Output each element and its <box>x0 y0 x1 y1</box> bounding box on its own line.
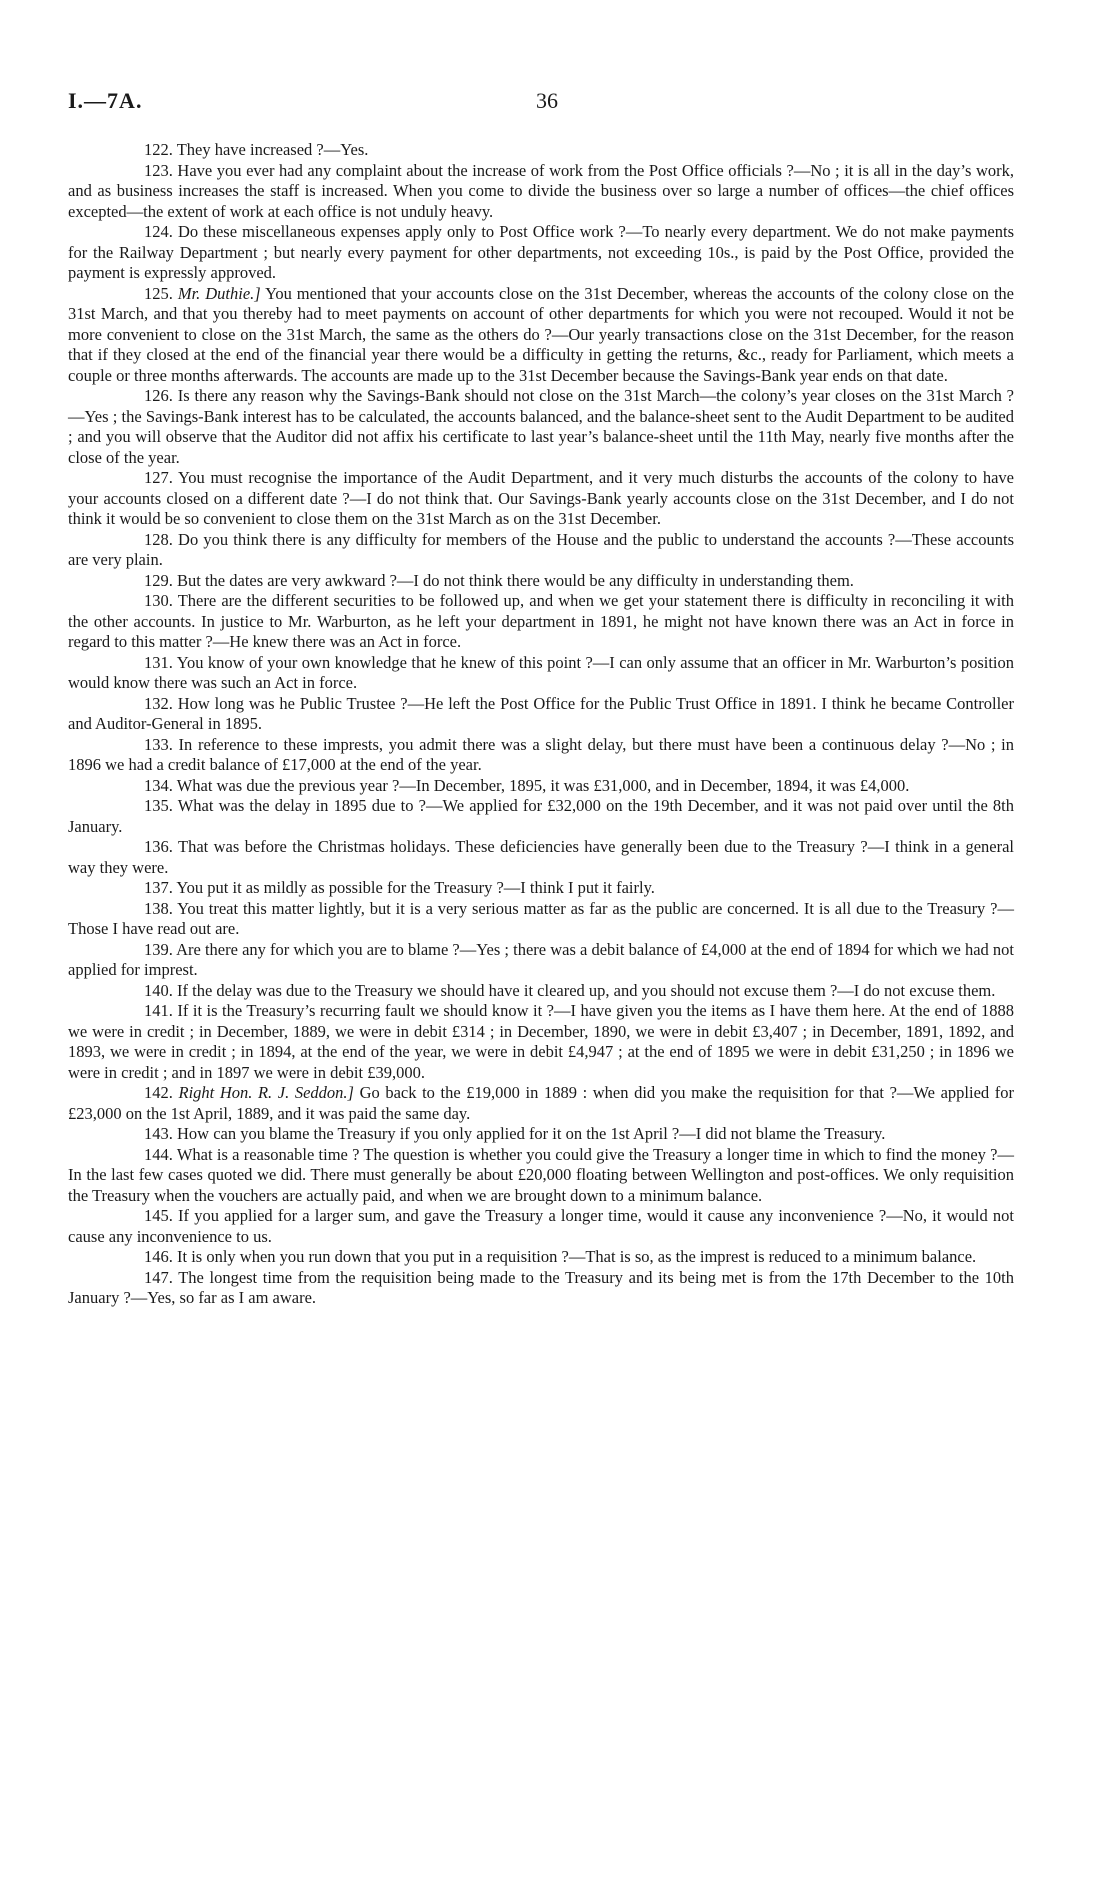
qa-text: Have you ever had any complaint about the increase of work from the Post Office officials ?—No ; it is all in the day’s work, and as business increases the staff is increased. When you come to divide the business over so large a number of offices—the chief offices excepted—the extent of work at each office is not unduly heavy. <box>68 160 1014 221</box>
qa-paragraph <box>68 530 1014 571</box>
qa-paragraph <box>68 899 1014 940</box>
qa-paragraph <box>68 161 1014 223</box>
qa-paragraph <box>68 694 1014 735</box>
question-number: 135. <box>144 796 173 815</box>
qa-text: There are the different securities to be followed up, and when we get your statement there is difficulty in reconciling it with the other accounts. In justice to Mr. Warburton, as he left your department in 1891, he might not have known there was an Act in force in regard to this matter ?—He knew there was an Act in force. <box>68 591 1014 651</box>
qa-paragraph <box>68 591 1014 653</box>
page-number: 36 <box>536 88 558 113</box>
qa-text: If it is the Treasury’s recurring fault we should know it ?—I have given you the items as I have them here. At the end of 1888 we were in credit ; in December, 1889, we were in debit £314 ; in December, 1890, we were in debit £3,407 ; in December, 1891, 1892, and 1893, we were in credit ; in 1894, at the end of the year, we were in debit £4,947 ; at the end of 1895 we were in debit £31,250 ; in 1896 we were in credit ; and in 1897 we were in debit £39,000. <box>68 1001 1015 1082</box>
question-number: 124. <box>144 222 173 241</box>
question-number: 143. <box>144 1124 173 1143</box>
document-reference: I.—7A. <box>68 88 143 113</box>
question-number: 136. <box>144 837 173 856</box>
qa-text: What was due the previous year ?—In December, 1895, it was £31,000, and in December, 1894, it was £4,000. <box>176 775 910 795</box>
qa-paragraph <box>68 284 1014 387</box>
qa-text: If you applied for a larger sum, and gave the Treasury a longer time, would it cause any inconvenience ?—No, it would not cause any inconvenience to us. <box>68 1206 1014 1246</box>
question-number: 130. <box>144 591 173 610</box>
qa-text: How can you blame the Treasury if you only applied for it on the 1st April ?—I did not blame the Treasury. <box>177 1124 886 1143</box>
qa-text: What is a reasonable time ? The question is whether you could give the Treasury a longer time in which to find the money ?—In the last few cases quoted we did. There must generally be about £20,000 floating between Wellington and post-offices. We only requisition the Treasury when the vouchers are actually paid, and when we are brought down to a minimum balance. <box>68 1144 1015 1205</box>
qa-paragraph <box>68 1247 1014 1268</box>
question-number: 145. <box>144 1206 173 1225</box>
qa-text: Do you think there is any difficulty for members of the House and the public to understand the accounts ?—These accounts are very plain. <box>68 529 1015 569</box>
qa-paragraph <box>68 1268 1014 1309</box>
qa-text: You treat this matter lightly, but it is a very serious matter as far as the public are concerned. It is all due to the Treasury ?—Those I have read out are. <box>68 898 1015 938</box>
speaker-name: Right Hon. R. J. Seddon.] <box>178 1083 354 1102</box>
qa-text: They have increased ?—Yes. <box>176 140 369 159</box>
qa-text: You put it as mildly as possible for the Treasury ?—I think I put it fairly. <box>176 878 655 897</box>
qa-text: The longest time from the requisition being made to the Treasury and its being met is from the 17th December to the 10th January ?—Yes, so far as I am aware. <box>68 1267 1014 1307</box>
question-number: 122. <box>144 140 173 159</box>
qa-text: Is there any reason why the Savings-Bank should not close on the 31st March—the colony’s year closes on the 31st March ?—Yes ; the Savings-Bank interest has to be calculated, the accounts balanced, and the balance-sheet sent to the Audit Department to be audited ; and you will observe that the Auditor did not affix his certificate to last year’s balance-sheet until the 11th May, nearly five months after the close of the year. <box>68 386 1015 467</box>
qa-paragraph <box>68 571 1014 592</box>
qa-text: But the dates are very awkward ?—I do not think there would be any difficulty in understanding them. <box>177 570 854 590</box>
qa-paragraph <box>68 981 1014 1002</box>
qa-paragraph <box>68 1145 1014 1207</box>
qa-text: How long was he Public Trustee ?—He left the Post Office for the Public Trust Office in 1891. I think he became Controller and Auditor-General in 1895. <box>68 693 1014 733</box>
qa-text: You must recognise the importance of the Audit Department, and it very much disturbs the accounts of the colony to have your accounts closed on a different date ?—I do not think that. Our Savings-Bank yearly accounts close on the 31st December, and I do not think it would be so convenient to close them on the 31st March as on the 31st December. <box>68 468 1014 528</box>
qa-paragraph <box>68 140 1014 161</box>
speaker-name: Mr. Duthie.] <box>177 283 261 303</box>
qa-paragraph <box>68 735 1014 776</box>
qa-text: What was the delay in 1895 due to ?—We applied for £32,000 on the 19th December, and it was not paid over until the 8th January. <box>68 796 1015 836</box>
qa-paragraph <box>68 1206 1014 1247</box>
question-number: 142. <box>144 1083 173 1102</box>
question-number: 126. <box>144 386 173 405</box>
document-body <box>68 140 1014 1309</box>
qa-text: That was before the Christmas holidays. These deficiencies have generally been due to the Treasury ?—I think in a general way they were. <box>68 837 1015 877</box>
qa-text: If the delay was due to the Treasury we should have it cleared up, and you should not excuse them ?—I do not excuse them. <box>177 980 996 1000</box>
qa-text: Are there any for which you are to blame ?—Yes ; there was a debit balance of £4,000 at the end of 1894 for which we had not applied for imprest. <box>68 939 1014 979</box>
qa-paragraph <box>68 1124 1014 1145</box>
qa-paragraph <box>68 878 1014 899</box>
question-number: 139. <box>144 939 173 959</box>
question-number: 134. <box>144 775 173 795</box>
question-number: 138. <box>144 898 173 918</box>
question-number: 137. <box>144 878 173 897</box>
qa-text: Go back to the £19,000 in 1889 : when did you make the requisition for that ?—We applied for £23,000 on the 1st April, 1889, and it was paid the same day. <box>68 1083 1015 1123</box>
question-number: 129. <box>144 570 173 590</box>
question-number: 147. <box>144 1267 173 1287</box>
question-number: 146. <box>144 1247 173 1266</box>
qa-paragraph <box>68 796 1014 837</box>
qa-paragraph <box>68 653 1014 694</box>
qa-text: It is only when you run down that you put in a requisition ?—That is so, as the imprest is reduced to a minimum balance. <box>177 1247 977 1266</box>
qa-paragraph <box>68 1083 1014 1124</box>
qa-paragraph <box>68 1001 1014 1083</box>
qa-paragraph <box>68 386 1014 468</box>
page-header <box>68 88 1028 118</box>
qa-paragraph <box>68 940 1014 981</box>
qa-text: In reference to these imprests, you admit there was a slight delay, but there must have been a continuous delay ?—No ; in 1896 we had a credit balance of £17,000 at the end of the year. <box>68 734 1015 774</box>
qa-text: You know of your own knowledge that he knew of this point ?—I can only assume that an officer in Mr. Warburton’s position would know there was such an Act in force. <box>68 652 1015 692</box>
qa-paragraph <box>68 776 1014 797</box>
question-number: 128. <box>144 529 173 549</box>
qa-text: You mentioned that your accounts close on the 31st December, whereas the accounts of the colony close on the 31st March, and that you thereby had to meet payments on account of other departments for which you were not recouped. Would it not be more convenient to close on the 31st March, the same as the others do ?—Our yearly transactions close on the 31st December, for the reason that if they closed at the end of the financial year there would be a difficulty in getting the returns, &c., ready for Parliament, which meets a couple or three months afterwards. The accounts are made up to the 31st December because the Savings-Bank year ends on that date. <box>68 283 1014 385</box>
qa-paragraph <box>68 222 1014 284</box>
question-number: 125. <box>144 283 173 303</box>
qa-text: Do these miscellaneous expenses apply only to Post Office work ?—To nearly every department. We do not make payments for the Railway Department ; but nearly every payment for other departments, not exceeding 10s., is paid by the Post Office, provided the payment is expressly approved. <box>68 222 1015 282</box>
question-number: 132. <box>144 693 173 713</box>
question-number: 140. <box>144 980 173 1000</box>
question-number: 144. <box>144 1144 173 1164</box>
qa-paragraph <box>68 468 1014 530</box>
question-number: 141. <box>144 1001 173 1020</box>
question-number: 131. <box>144 652 173 672</box>
question-number: 133. <box>144 734 173 754</box>
question-number: 123. <box>144 160 173 180</box>
qa-paragraph <box>68 837 1014 878</box>
question-number: 127. <box>144 468 173 487</box>
